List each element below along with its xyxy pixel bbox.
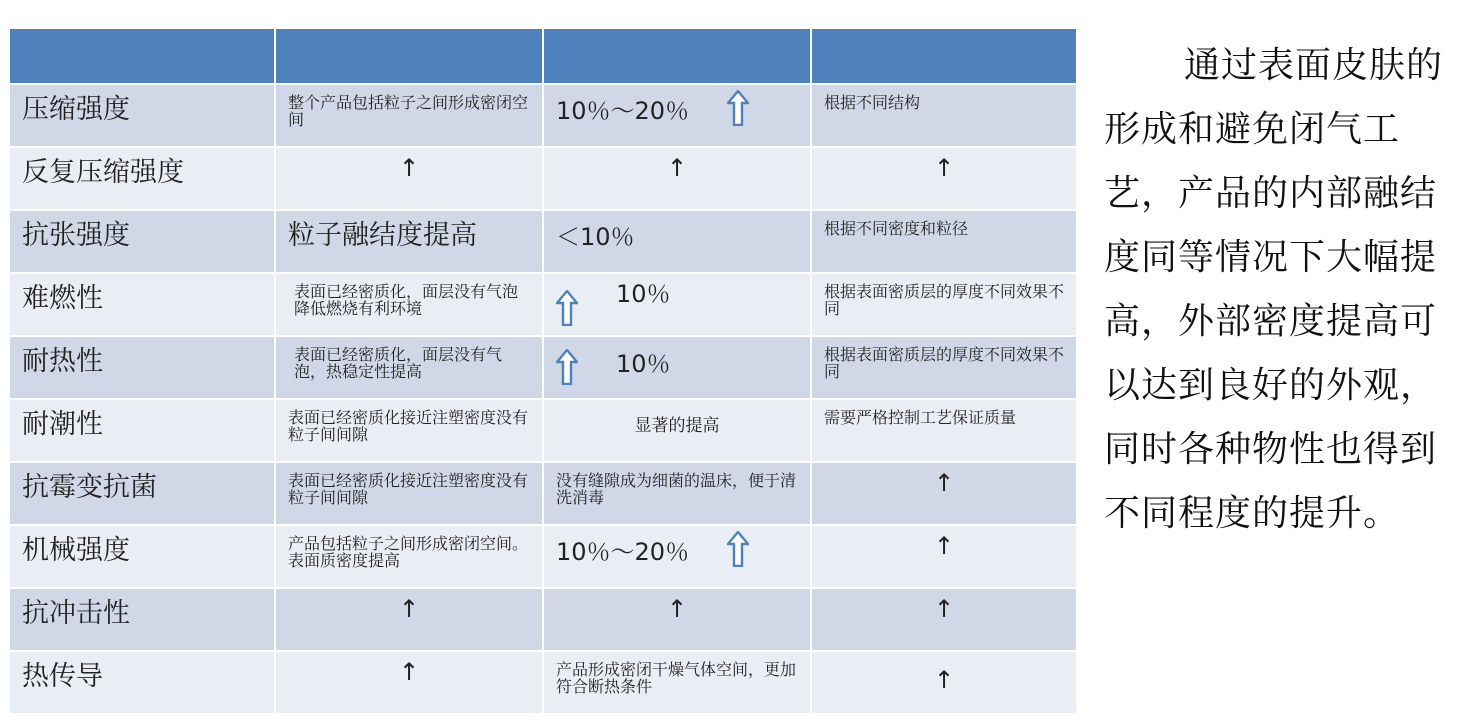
up-arrow-icon: ↑ <box>933 532 955 560</box>
property-name: 耐潮性 <box>9 399 275 462</box>
up-arrow-icon: ↑ <box>666 595 688 623</box>
table-row <box>9 462 1077 525</box>
effect-description: 表面已经密质化接近注塑密度没有粒子间间隙 <box>275 399 543 462</box>
effect-description: 产品包括粒子之间形成密闭空间。表面质密度提高 <box>275 525 543 588</box>
effect-description: 粒子融结度提高 <box>275 210 543 273</box>
property-name: 抗张强度 <box>9 210 275 273</box>
hollow-up-arrow-icon <box>556 349 578 385</box>
hollow-up-arrow-icon <box>556 290 578 326</box>
improvement-value <box>543 588 811 651</box>
improvement-text: 10％～20％ <box>556 538 690 566</box>
table-row <box>9 651 1077 714</box>
up-arrow-icon: ↑ <box>933 595 955 623</box>
improvement-text: 10％ <box>616 350 671 378</box>
table-row <box>9 147 1077 210</box>
improvement-value <box>543 273 811 336</box>
up-arrow-icon: ↑ <box>398 658 420 686</box>
improvement-value <box>543 84 811 147</box>
table-row <box>9 525 1077 588</box>
table-row <box>9 210 1077 273</box>
table-row <box>9 84 1077 147</box>
improvement-value: 没有缝隙成为细菌的温床，便于清洗消毒 <box>543 462 811 525</box>
improvement-text: 10％～20％ <box>556 97 690 125</box>
header-cell <box>811 28 1077 84</box>
note <box>811 588 1077 651</box>
table-row <box>9 399 1077 462</box>
up-arrow-icon: ↑ <box>933 666 955 694</box>
effect-description <box>275 588 543 651</box>
table-row <box>9 273 1077 336</box>
improvement-value: 产品形成密闭干燥气体空间，更加符合断热条件 <box>543 651 811 714</box>
property-name: 难燃性 <box>9 273 275 336</box>
note <box>811 147 1077 210</box>
up-arrow-icon: ↑ <box>398 154 420 182</box>
note <box>811 651 1077 714</box>
property-name: 反复压缩强度 <box>9 147 275 210</box>
property-name: 耐热性 <box>9 336 275 399</box>
up-arrow-icon: ↑ <box>398 595 420 623</box>
property-name: 机械强度 <box>9 525 275 588</box>
effect-description <box>275 147 543 210</box>
improvement-value: ＜10％ <box>543 210 811 273</box>
effect-description: 表面已经密质化，面层没有气泡，热稳定性提高 <box>275 336 543 399</box>
summary-paragraph: 通过表面皮肤的形成和避免闭气工艺，产品的内部融结度同等情况下大幅提高，外部密度提高可以达到良好的外观，同时各种物性也得到不同程度的提升。 <box>1104 45 1444 534</box>
improvement-value <box>543 336 811 399</box>
improvement-value <box>543 525 811 588</box>
table-row <box>9 336 1077 399</box>
up-arrow-icon: ↑ <box>933 154 955 182</box>
improvement-value: 显著的提高 <box>543 399 811 462</box>
header-cell <box>9 28 275 84</box>
table-row <box>9 588 1077 651</box>
note <box>811 525 1077 588</box>
property-name: 抗冲击性 <box>9 588 275 651</box>
improvement-text: 10％ <box>616 280 671 308</box>
property-name: 抗霉变抗菌 <box>9 462 275 525</box>
note <box>811 462 1077 525</box>
effect-description <box>275 651 543 714</box>
up-arrow-icon: ↑ <box>933 469 955 497</box>
note: 根据不同结构 <box>811 84 1077 147</box>
hollow-up-arrow-icon <box>727 531 749 567</box>
effect-description: 表面已经密质化，面层没有气泡降低燃烧有利环境 <box>275 273 543 336</box>
property-name: 热传导 <box>9 651 275 714</box>
property-name: 压缩强度 <box>9 84 275 147</box>
hollow-up-arrow-icon <box>727 90 749 126</box>
note: 根据不同密度和粒径 <box>811 210 1077 273</box>
header-cell <box>275 28 543 84</box>
properties-table <box>8 27 1078 715</box>
up-arrow-icon: ↑ <box>666 154 688 182</box>
note: 需要严格控制工艺保证质量 <box>811 399 1077 462</box>
table-header-row <box>9 28 1077 84</box>
note: 根据表面密质层的厚度不同效果不同 <box>811 273 1077 336</box>
effect-description: 表面已经密质化接近注塑密度没有粒子间间隙 <box>275 462 543 525</box>
improvement-value <box>543 147 811 210</box>
effect-description: 整个产品包括粒子之间形成密闭空间 <box>275 84 543 147</box>
header-cell <box>543 28 811 84</box>
note: 根据表面密质层的厚度不同效果不同 <box>811 336 1077 399</box>
